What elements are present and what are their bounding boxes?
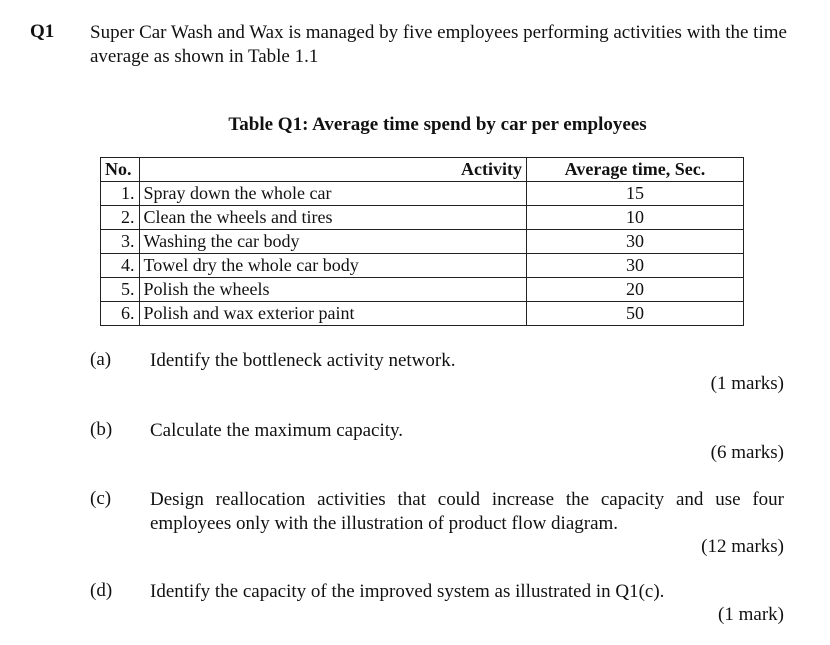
part-d-label: (d): [90, 580, 113, 601]
row-activity: Polish the wheels: [139, 278, 526, 302]
row-activity: Spray down the whole car: [139, 182, 526, 206]
row-activity: Polish and wax exterior paint: [139, 302, 526, 326]
table-row: [101, 206, 744, 230]
table-caption: Table Q1: Average time spend by car per employees: [228, 114, 647, 135]
row-time: 50: [526, 302, 743, 326]
table-row: [101, 254, 744, 278]
part-b-label: (b): [90, 419, 113, 440]
row-activity: Washing the car body: [139, 230, 526, 254]
row-activity: Clean the wheels and tires: [139, 206, 526, 230]
part-c-label: (c): [90, 488, 112, 509]
table-header-row: [101, 158, 744, 182]
table-row: [101, 182, 744, 206]
table-row: [101, 302, 744, 326]
part-d-text: Identify the capacity of the improved system as illustrated in Q1(c).: [150, 581, 665, 602]
part-a-text: Identify the bottleneck activity network.: [150, 350, 456, 371]
activity-table: [100, 157, 744, 326]
question-intro: Super Car Wash and Wax is managed by five employees performing activities with the time average as shown in Table 1.1: [90, 22, 787, 67]
header-no: No.: [101, 158, 140, 182]
row-time: 30: [526, 230, 743, 254]
part-c-marks: (12 marks): [701, 536, 784, 557]
row-time: 10: [526, 206, 743, 230]
part-b-marks: (6 marks): [710, 442, 784, 463]
row-no: 5.: [101, 278, 140, 302]
row-no: 4.: [101, 254, 140, 278]
part-d-marks: (1 mark): [718, 604, 784, 625]
row-time: 30: [526, 254, 743, 278]
header-activity: Activity: [139, 158, 526, 182]
row-no: 2.: [101, 206, 140, 230]
row-no: 3.: [101, 230, 140, 254]
header-average-time: Average time, Sec.: [526, 158, 743, 182]
table-row: [101, 230, 744, 254]
question-label: Q1: [30, 21, 55, 42]
row-no: 6.: [101, 302, 140, 326]
table-row: [101, 278, 744, 302]
part-b-text: Calculate the maximum capacity.: [150, 420, 404, 441]
row-activity: Towel dry the whole car body: [139, 254, 526, 278]
part-c-text: Design reallocation activities that could increase the capacity and use four employees only with the illustration of product flow diagram.: [150, 489, 784, 534]
row-no: 1.: [101, 182, 140, 206]
part-a-marks: (1 marks): [710, 373, 784, 394]
part-a-label: (a): [90, 349, 112, 370]
row-time: 15: [526, 182, 743, 206]
row-time: 20: [526, 278, 743, 302]
